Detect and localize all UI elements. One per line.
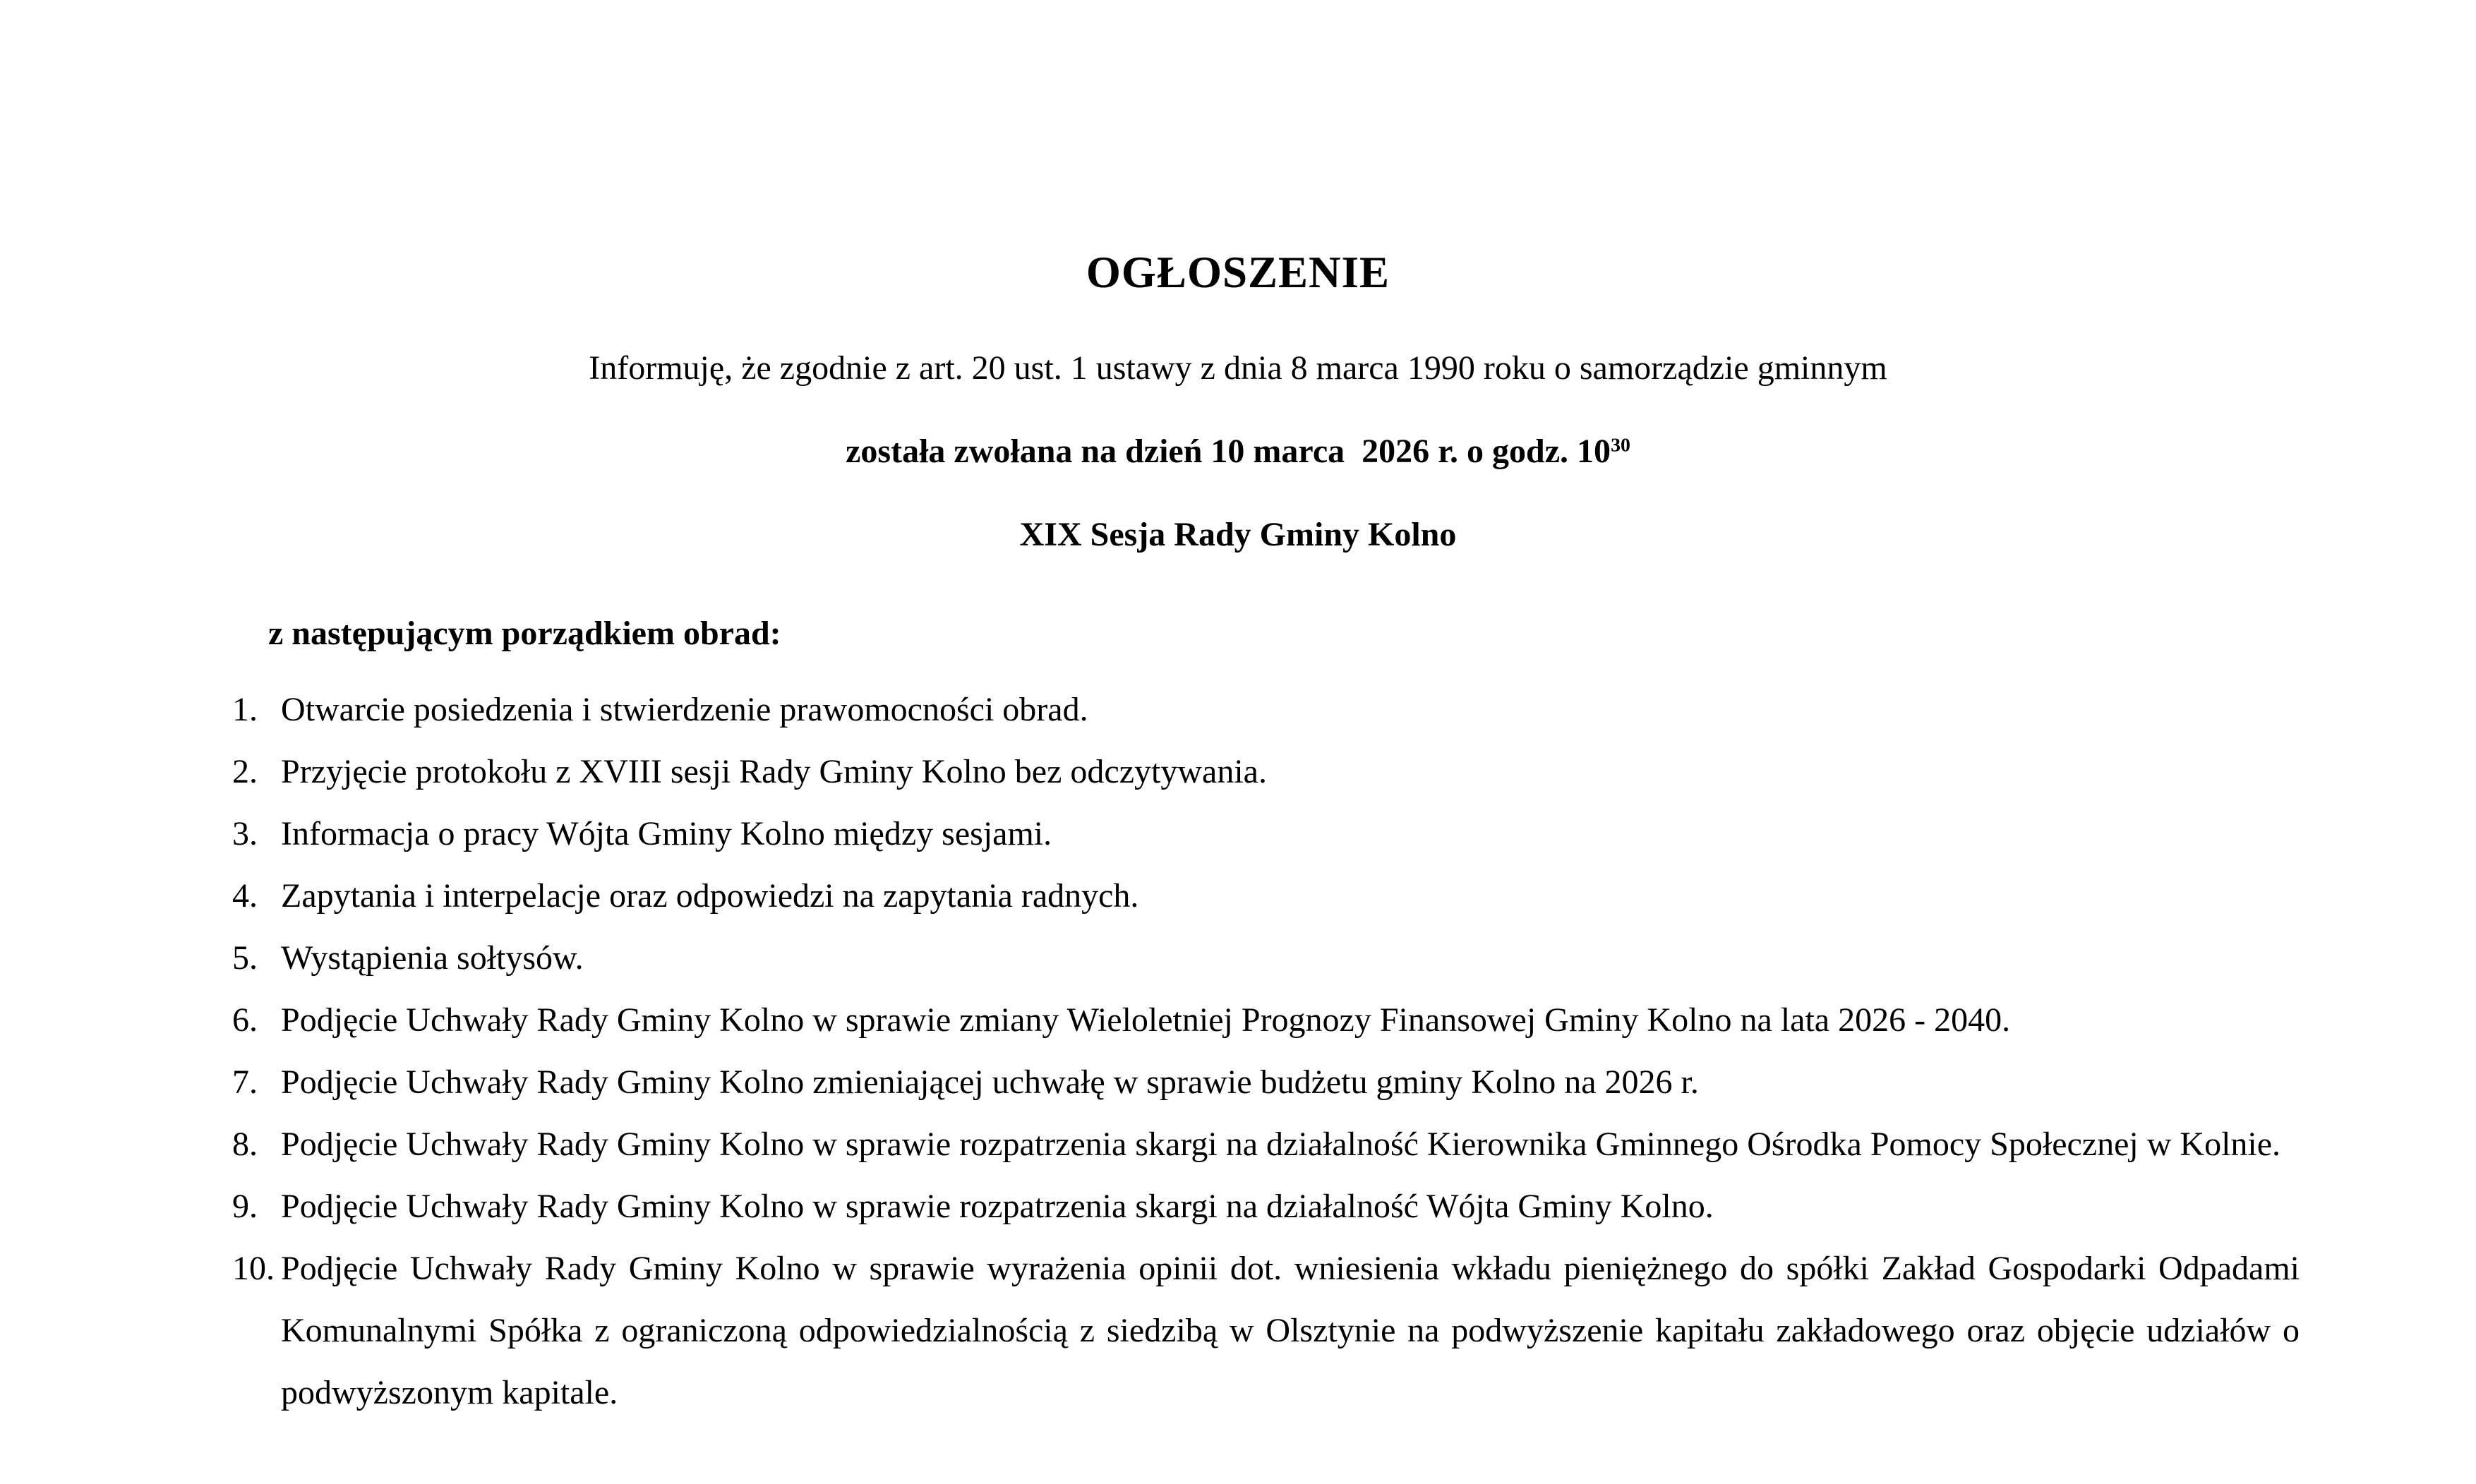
agenda-item — [232, 679, 2300, 741]
convocation-text: została zwołana na dzień 10 marca 2026 r. o godz. 10 — [846, 433, 1611, 470]
agenda-list — [232, 679, 2300, 1424]
agenda-item-text: Informacja o pracy Wójta Gminy Kolno między sesjami. — [281, 815, 1052, 852]
agenda-item — [232, 1051, 2300, 1114]
agenda-item-text: Zapytania i interpelacje oraz odpowiedzi na zapytania radnych. — [281, 877, 1139, 915]
agenda-item-text: Podjęcie Uchwały Rady Gminy Kolno w sprawie zmiany Wieloletniej Prognozy Finansowej Gminy Kolno na lata 2026 - 2040. — [281, 1001, 2011, 1039]
agenda-item — [232, 741, 2300, 803]
agenda-item-text: Otwarcie posiedzenia i stwierdzenie prawomocności obrad. — [281, 691, 1088, 728]
agenda-item-text: Przyjęcie protokołu z XVIII sesji Rady Gminy Kolno bez odczytywania. — [281, 753, 1267, 790]
agenda-item-number: 4. — [232, 877, 258, 915]
agenda-item-text: Wystąpienia sołtysów. — [281, 939, 584, 977]
agenda-item-text: Podjęcie Uchwały Rady Gminy Kolno w sprawie wyrażenia opinii dot. wniesienia wkładu pieniężnego do spółki Zakład Gospodarki Odpadami Komunalnymi Spółka z ograniczoną odpowiedzialnością z siedzibą w Olsztynie na podwyższenie kapitału zakładowego oraz objęcie udziałów o podwyższonym kapitale. — [281, 1250, 2300, 1411]
convocation-line — [0, 432, 2476, 471]
agenda-item-text: Podjęcie Uchwały Rady Gminy Kolno w sprawie rozpatrzenia skargi na działalność Kierownika Gminnego Ośrodka Pomocy Społecznej w Kolnie. — [281, 1126, 2281, 1163]
agenda-item-number: 5. — [232, 939, 258, 977]
agenda-item-number: 9. — [232, 1188, 258, 1225]
agenda-item — [232, 1176, 2300, 1238]
agenda-item-number: 6. — [232, 1001, 258, 1039]
agenda-item — [232, 1114, 2300, 1176]
session-title: XIX Sesja Rady Gminy Kolno — [1019, 516, 1457, 553]
agenda-item — [232, 927, 2300, 989]
agenda-item-number: 1. — [232, 691, 258, 728]
agenda-item-text: Podjęcie Uchwały Rady Gminy Kolno zmieniającej uchwałę w sprawie budżetu gminy Kolno na 2026 r. — [281, 1063, 1699, 1101]
agenda-item-number: 3. — [232, 815, 258, 852]
agenda-heading: z następującym porządkiem obrad: — [268, 615, 781, 652]
convocation-time-superscript: 30 — [1611, 434, 1630, 457]
agenda-item — [232, 989, 2300, 1051]
agenda-item-number: 2. — [232, 753, 258, 790]
agenda-item-number: 8. — [232, 1126, 258, 1163]
agenda-item — [232, 1238, 2300, 1424]
agenda-item-number: 10. — [232, 1250, 275, 1287]
agenda-item — [232, 865, 2300, 927]
intro-paragraph: Informuję, że zgodnie z art. 20 ust. 1 ustawy z dnia 8 marca 1990 roku o samorządzie gminnym — [589, 349, 1887, 387]
agenda-item-number: 7. — [232, 1063, 258, 1101]
agenda-item-text: Podjęcie Uchwały Rady Gminy Kolno w sprawie rozpatrzenia skargi na działalność Wójta Gminy Kolno. — [281, 1188, 1714, 1225]
document-title: OGŁOSZENIE — [1086, 248, 1390, 297]
agenda-item — [232, 803, 2300, 865]
